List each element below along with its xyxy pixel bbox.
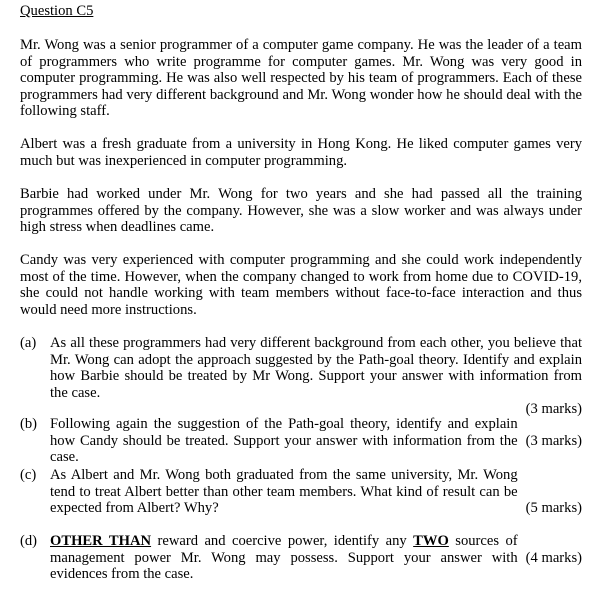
- case-paragraph-albert: Albert was a fresh graduate from a university in Hong Kong. He liked computer games very much but was inexperienced in computer programming.: [20, 136, 582, 169]
- subquestion-label: (a): [20, 335, 37, 351]
- subquestion-text: As all these programmers had very different background from each other, you believe that Mr. Wong can adopt the approach suggested by the Path-goal theory. Identify and explain how Barbie should be treated by Mr Wong. Support your answer with information from the case.: [50, 335, 582, 401]
- subquestion-label: (c): [20, 467, 37, 483]
- subquestion-text-part1: reward and coercive power, identify any: [151, 533, 414, 549]
- marks-badge: (3 marks): [525, 432, 582, 449]
- case-paragraph-candy: Candy was very experienced with computer programming and she could work independently most of the time. However, when the company changed to work from home due to COVID-19, she could not handle working with team members without face-to-face interaction and thus would need more instructions.: [20, 252, 582, 318]
- emphasis-other-than: OTHER THAN: [50, 533, 152, 549]
- subquestion-label: (d): [20, 533, 38, 549]
- subquestion-text: Following again the suggestion of the Path-goal theory, identify and explain how Candy should be treated. Support your answer with information from the case.: [50, 416, 518, 466]
- subquestion-label: (b): [20, 416, 38, 432]
- marks-badge: (4 marks): [525, 549, 582, 566]
- case-paragraph-barbie: Barbie had worked under Mr. Wong for two years and she had passed all the training programmes offered by the company. However, she was a slow worker and was always under high stress when deadlines came.: [20, 186, 582, 236]
- question-title: Question C5: [20, 3, 94, 19]
- subquestion-text: As Albert and Mr. Wong both graduated from the same university, Mr. Wong tend to treat Albert better than other team members. What kind of result can be expected from Albert? Why?: [50, 467, 518, 517]
- marks-badge: (5 marks): [525, 500, 582, 517]
- marks-badge: (3 marks): [525, 401, 582, 418]
- case-paragraph-mr-wong: Mr. Wong was a senior programmer of a computer game company. He was the leader of a team of programmers who write programme for computer games. Mr. Wong was very good in computer programming. He was also well respected by his team of programmers. Each of these programmers had very different background and Mr. Wong wonder how he should deal with the following staff.: [20, 37, 582, 120]
- emphasis-two: TWO: [413, 533, 449, 549]
- subquestion-text-part2: sources of management power Mr. Wong may possess. Support your answer with evidences from the case.: [50, 533, 518, 583]
